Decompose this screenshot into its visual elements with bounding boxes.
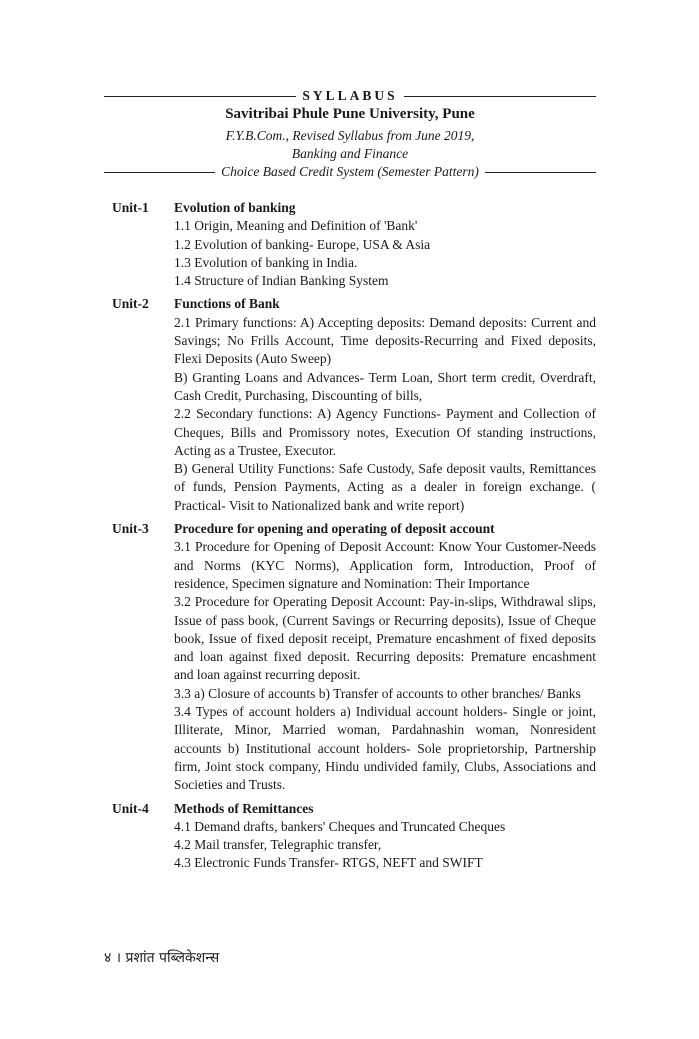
unit-title: Methods of Remittances xyxy=(174,800,314,816)
unit-label: Unit-1 xyxy=(112,200,149,215)
unit-item: 4.2 Mail transfer, Telegraphic transfer, xyxy=(174,837,382,853)
unit-item: 1.2 Evolution of banking- Europe, USA & Asia xyxy=(174,236,431,252)
unit-3 xyxy=(104,520,596,794)
unit-body xyxy=(174,199,596,290)
unit-item: 4.3 Electronic Funds Transfer- RTGS, NEFT and SWIFT xyxy=(174,855,483,871)
system-rule-right xyxy=(485,172,596,173)
unit-body xyxy=(174,800,596,873)
unit-label: Unit-3 xyxy=(112,521,149,537)
unit-item: 2.1 Primary functions: A) Accepting deposits: Demand deposits: Current and Savings; No Frills Account, Time deposits-Recurring and Fixed deposits, Flexi Deposits (Auto Sweep) xyxy=(174,314,596,367)
unit-title: Functions of Bank xyxy=(174,296,280,312)
unit-item: 3.4 Types of account holders a) Individual account holders- Single or joint, Illiterate, Minor, Married woman, Pardahnashin woman, Nonresident accounts b) Institutional account holders- Sole proprietorship, Partnership firm, Joint stock company, Hindu undivided family, Clubs, Associations and Societies and Trusts. xyxy=(174,704,596,793)
system-heading xyxy=(104,164,596,180)
unit-item: 3.1 Procedure for Opening of Deposit Account: Know Your Customer-Needs and Norms (KYC Norms), Application form, Introduction, Proof of residence, Specimen signature and Nomination: Their Importance xyxy=(174,539,596,591)
unit-4 xyxy=(104,800,596,873)
page-footer: ४ । प्रशांत पब्लिकेशन्स xyxy=(104,950,220,966)
unit-label: Unit-4 xyxy=(112,800,149,816)
system-rule-left xyxy=(104,172,215,173)
system-label: Choice Based Credit System (Semester Pattern) xyxy=(221,164,479,179)
syllabus-heading xyxy=(104,88,596,104)
unit-item: B) Granting Loans and Advances- Term Loan, Short term credit, Overdraft, Cash Credit, Purchasing, Discounting of bills, xyxy=(174,369,596,403)
unit-body xyxy=(174,295,596,515)
unit-item: 1.1 Origin, Meaning and Definition of 'Bank' xyxy=(174,218,418,234)
heading-rule-left xyxy=(104,96,296,97)
university-name: Savitribai Phule Pune University, Pune xyxy=(225,106,475,122)
unit-item: B) General Utility Functions: Safe Custody, Safe deposit vaults, Remittances of funds, Pension Payments, Acting as a dealer in foreign exchange. ( Practical- Visit to Nationalized bank and write report) xyxy=(174,461,596,513)
unit-title: Procedure for opening and operating of deposit account xyxy=(174,521,495,537)
syllabus-label: SYLLABUS xyxy=(302,88,398,103)
unit-item: 3.2 Procedure for Operating Deposit Account: Pay-in-slips, Withdrawal slips, Issue of pass book, (Current Savings or Recurring deposits), Issue of Cheque book, Issue of fixed deposit receipt, Premature encashment of fixed deposits and loan against fixed deposit. Recurring deposits: Premature encashment and loan against recurring deposit. xyxy=(174,594,596,683)
unit-label: Unit-2 xyxy=(112,296,149,312)
unit-item: 1.3 Evolution of banking in India. xyxy=(174,254,358,270)
unit-2 xyxy=(104,295,596,515)
units-list xyxy=(104,199,596,878)
subject-line: Banking and Finance xyxy=(291,146,409,161)
unit-item: 1.4 Structure of Indian Banking System xyxy=(174,273,389,289)
unit-item: 2.2 Secondary functions: A) Agency Functions- Payment and Collection of Cheques, Bills and Promissory notes, Execution Of standing instructions, Acting as a Trustee, Executor. xyxy=(174,406,596,458)
unit-body xyxy=(174,520,596,794)
unit-1 xyxy=(104,199,596,290)
course-line: F.Y.B.Com., Revised Syllabus from June 2019, xyxy=(225,128,475,143)
unit-item: 4.1 Demand drafts, bankers' Cheques and Truncated Cheques xyxy=(174,818,506,834)
unit-title: Evolution of banking xyxy=(174,200,296,215)
unit-item: 3.3 a) Closure of accounts b) Transfer of accounts to other branches/ Banks xyxy=(174,685,581,701)
heading-rule-right xyxy=(404,96,596,97)
